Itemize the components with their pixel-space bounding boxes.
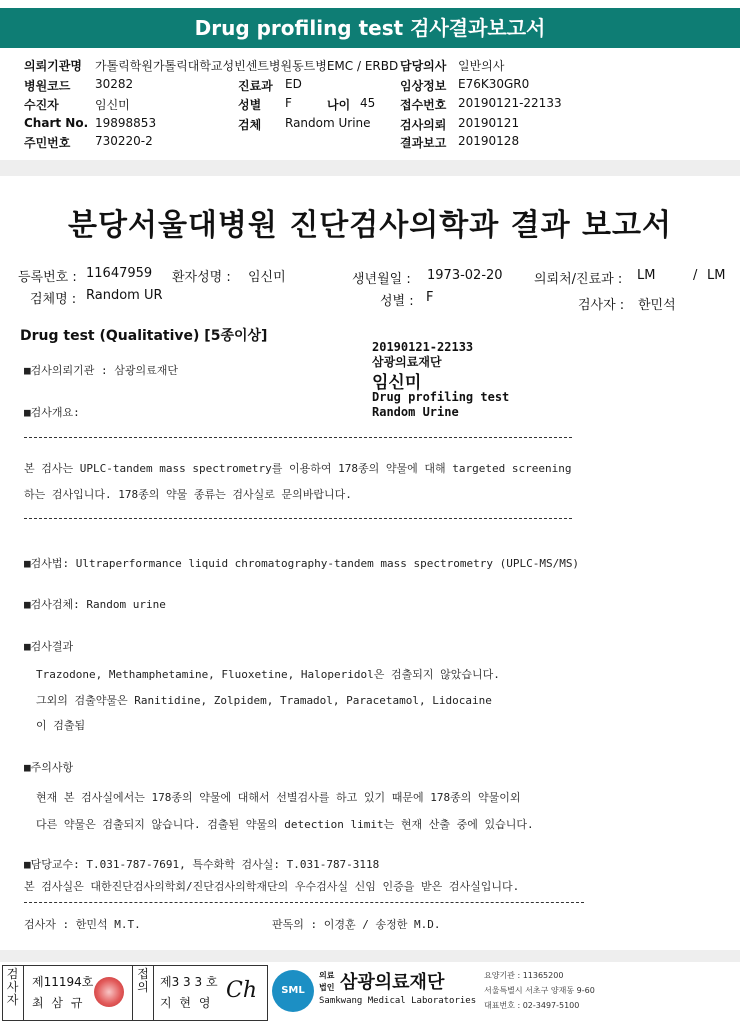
- footer-col-2-label: 접의: [132, 965, 154, 1021]
- value-request-date: 20190121: [458, 116, 520, 130]
- caution-heading: ■주의사항: [24, 761, 74, 774]
- footer-divider: [0, 950, 740, 962]
- contact-line: ■담당교수: T.031-787-7691, 특수화학 검사실: T.031-787-3118: [24, 858, 380, 871]
- value-resident-no: 730220-2: [95, 134, 153, 148]
- label-chart-no: Chart No.: [24, 116, 89, 130]
- specimen-name-label: 검체명 :: [30, 292, 77, 307]
- footer-col-2-name: 지 현 영: [160, 996, 213, 1010]
- value-receipt-no: 20190121-22133: [458, 96, 562, 110]
- value-sex: F: [285, 96, 292, 110]
- value-hospital-code: 30282: [95, 77, 134, 91]
- footer-info-2: 서울특별시 서초구 양재동 9-60: [484, 986, 595, 995]
- dept-separator: /: [693, 268, 698, 283]
- result-heading: ■검사결과: [24, 640, 74, 653]
- result-line-2: 그외의 검출약물은 Ranitidine, Zolpidem, Tramadol, Paracetamol, Lidocaine: [36, 694, 492, 707]
- overview-line-2: 하는 검사입니다. 178종의 약물 종류는 검사실로 문의바랍니다.: [24, 488, 352, 501]
- value-clinical-info: E76K30GR0: [458, 77, 530, 91]
- label-clinical-info: 임상정보: [400, 79, 447, 93]
- test-section-title: Drug test (Qualitative) [5종이상]: [20, 328, 268, 344]
- dob-value: 1973-02-20: [427, 268, 503, 283]
- caution-line-1: 현재 본 검사실에서는 178종의 약물에 대해서 선별검사를 하고 있기 때문에 178종의 약물이외: [36, 791, 521, 804]
- specimen-line: ■검사검체: Random urine: [24, 598, 166, 611]
- result-line-1: Trazodone, Methamphetamine, Fluoxetine, Haloperidol은 검출되지 않았습니다.: [36, 668, 500, 681]
- dept-value-1: LM: [637, 268, 656, 283]
- value-specimen: Random Urine: [285, 116, 371, 130]
- label-hospital-code: 병원코드: [24, 79, 71, 93]
- footer-col-1-no: 제11194호: [32, 975, 94, 989]
- footer-info-1: 요양기관 : 11365200: [484, 971, 564, 980]
- report-title: 분당서울대병원 진단검사의학과 결과 보고서: [68, 208, 672, 243]
- dept-label: 의뢰처/진료과 :: [534, 272, 623, 287]
- section-divider: [0, 160, 740, 176]
- dept-value-2: LM: [707, 268, 726, 283]
- overview-heading: ■검사개요:: [24, 406, 80, 419]
- inst-line: ■검사의뢰기관 : 삼광의료재단: [24, 364, 179, 377]
- footer-col-1-label: 검사자: [2, 965, 24, 1021]
- label-request-date: 검사의뢰: [400, 118, 447, 132]
- patient-name-label: 환자성명 :: [172, 270, 231, 285]
- label-patient: 수진자: [24, 98, 59, 112]
- reader-signoff: 판독의 : 이경훈 / 송정한 M.D.: [272, 918, 441, 931]
- label-sex: 성별: [238, 98, 262, 112]
- handwritten-signature: Ch: [226, 978, 258, 1003]
- result-line-3: 이 검출됨: [36, 719, 86, 732]
- footer-col-2-no: 제3 3 3 호: [160, 975, 218, 989]
- stamp-line-1: 20190121-22133: [372, 340, 474, 354]
- label-report-date: 결과보고: [400, 136, 447, 150]
- logo-prefix-1: 의료: [319, 971, 335, 980]
- specimen-name-value: Random UR: [86, 288, 163, 303]
- stamp-line-5: Random Urine: [372, 405, 459, 419]
- tester-signoff: 검사자 : 한민석 M.T.: [24, 918, 141, 931]
- overview-line-1: 본 검사는 UPLC-tandem mass spectrometry를 이용하여 178종의 약물에 대해 targeted screening: [24, 462, 572, 475]
- logo-english: Samkwang Medical Laboratories: [319, 996, 477, 1006]
- label-resident-no: 주민번호: [24, 136, 71, 150]
- dob-label: 생년월일 :: [352, 272, 411, 287]
- label-age: 나이: [327, 98, 351, 112]
- value-doctor: 일반의사: [458, 59, 505, 73]
- value-age: 45: [360, 96, 376, 110]
- value-report-date: 20190128: [458, 134, 520, 148]
- value-patient: 임신미: [95, 98, 130, 112]
- dashed-rule: [24, 518, 572, 519]
- tester-value: 한민석: [638, 298, 676, 313]
- label-department: 진료과: [238, 79, 273, 93]
- official-seal-icon: [94, 977, 124, 1007]
- stamp-line-2: 삼광의료재단: [372, 355, 442, 369]
- value-chart-no: 19898853: [95, 116, 157, 130]
- value-institution: 가톨릭학원가톨릭대학교성빈센트병원동트병EMC / ERBD: [95, 59, 399, 73]
- logo-prefix-2: 법인: [319, 983, 335, 992]
- patient-name-value: 임신미: [248, 270, 286, 285]
- footer-col-1-name: 최 삼 규: [32, 996, 85, 1010]
- sex-value: F: [426, 290, 434, 305]
- dashed-rule: [24, 902, 584, 903]
- dashed-rule: [24, 437, 572, 438]
- method-line: ■검사법: Ultraperformance liquid chromatography-tandem mass spectrometry (UPLC-MS/MS): [24, 557, 580, 570]
- label-specimen: 검체: [238, 118, 262, 132]
- report-banner-title: Drug profiling test 검사결과보고서: [0, 8, 740, 48]
- label-doctor: 담당의사: [400, 59, 447, 73]
- reg-no-value: 11647959: [86, 266, 153, 281]
- footer-info-3: 대표번호 : 02-3497-5100: [484, 1001, 580, 1010]
- tester-label: 검사자 :: [578, 298, 625, 313]
- caution-line-2: 다른 약물은 검출되지 않습니다. 검출된 약물의 detection limit는 현재 산출 중에 있습니다.: [36, 818, 534, 831]
- samkwang-logo-icon: SML: [272, 970, 314, 1012]
- value-department: ED: [285, 77, 302, 91]
- sex-label: 성별 :: [380, 294, 414, 309]
- stamp-line-3: 임신미: [372, 373, 422, 393]
- label-institution: 의뢰기관명: [24, 59, 82, 73]
- reg-no-label: 등록번호 :: [18, 270, 77, 285]
- label-receipt-no: 접수번호: [400, 98, 447, 112]
- logo-name: 삼광의료재단: [340, 972, 445, 993]
- stamp-line-4: Drug profiling test: [372, 390, 510, 404]
- certification-line: 본 검사실은 대한진단검사의학회/진단검사의학재단의 우수검사실 신임 인증을 받은 검사실입니다.: [24, 880, 520, 893]
